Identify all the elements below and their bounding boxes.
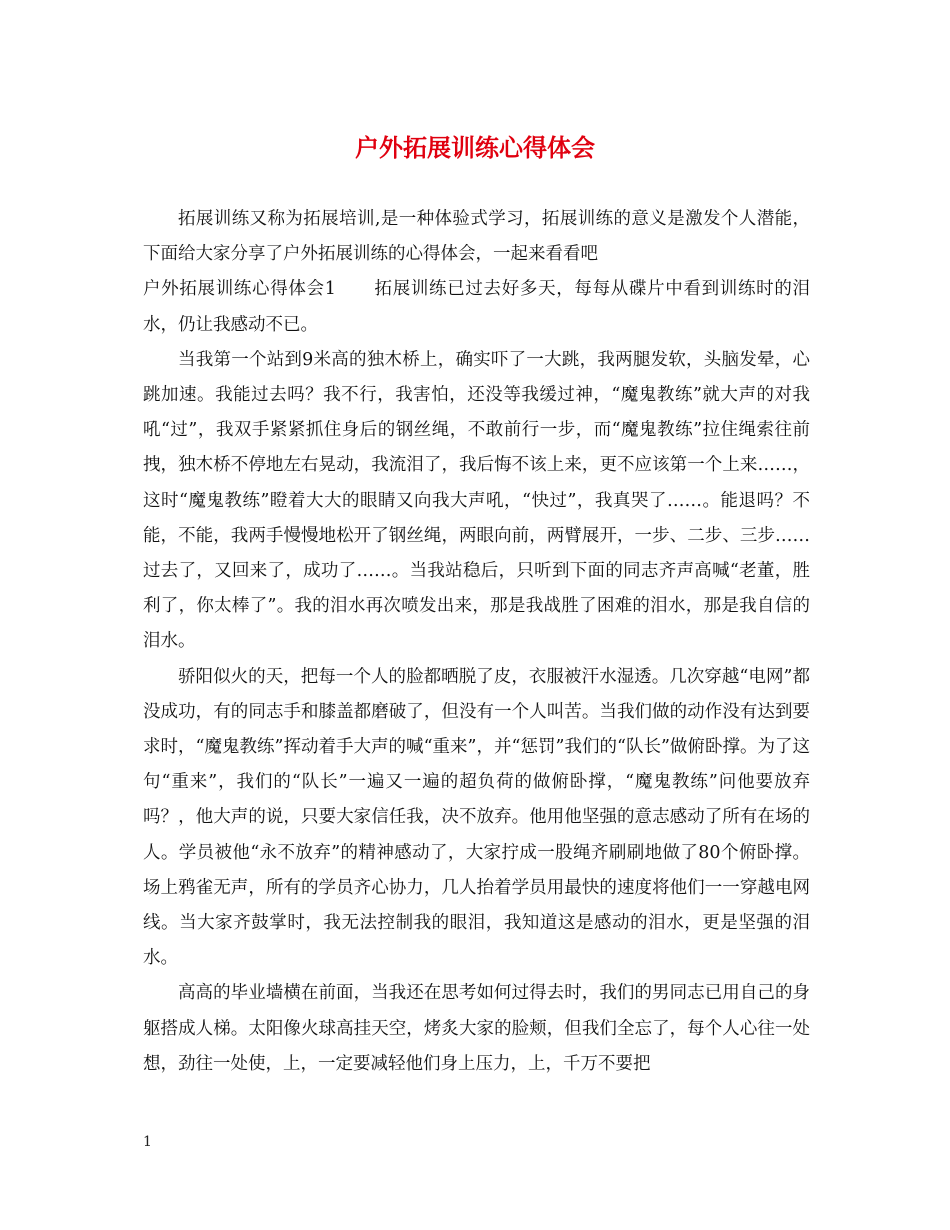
document-body <box>143 202 810 1082</box>
body-paragraph: 高高的毕业墙横在前面，当我还在思考如何过得去时，我们的男同志已用自己的身躯搭成人梯。太阳像火球高挂天空，烤炙大家的脸颊，但我们全忘了，每个人心往一处想，劲往一处使，上，一定要减轻他们身上压力，上，千万不要把 <box>143 983 810 1074</box>
section-lead: 拓展训练已过去好多天，每每从碟片中看到训练时的泪水，仍让我感动不已。 <box>143 279 810 335</box>
body-paragraph: 当我第一个站到9米高的独木桥上，确实吓了一大跳，我两腿发软，头脑发晕，心跳加速。我能过去吗？我不行，我害怕，还没等我缓过神，“魔鬼教练”就大声的对我吼“过”，我双手紧紧抓住身后的钢丝绳，不敢前行一步，而“魔鬼教练”拉住绳索往前拽，独木桥不停地左右晃动，我流泪了，我后悔不该上来，更不应该第一个上来……，这时“魔鬼教练”瞪着大大的眼睛又向我大声吼，“快过”，我真哭了……。能退吗？不能，不能，我两手慢慢地松开了钢丝绳，两眼向前，两臂展开，一步、二步、三步……过去了，又回来了，成功了……。当我站稳后，只听到下面的同志齐声高喊“老董，胜利了，你太棒了”。我的泪水再次喷发出来，那是我战胜了困难的泪水，那是我自信的泪水。 <box>143 349 810 652</box>
section-heading-line <box>143 272 810 342</box>
document-title: 户外拓展训练心得体会 <box>355 133 595 162</box>
page-number: 1 <box>143 1134 152 1150</box>
intro-paragraph: 拓展训练又称为拓展培训,是一种体验式学习，拓展训练的意义是激发个人潜能，下面给大家分享了户外拓展训练的心得体会，一起来看看吧 <box>143 209 810 265</box>
section-heading: 户外拓展训练心得体会1 <box>143 279 336 300</box>
body-paragraph: 骄阳似火的天，把每一个人的脸都晒脱了皮，衣服被汗水湿透。几次穿越“电网”都没成功，有的同志手和膝盖都磨破了，但没有一个人叫苦。当我们做的动作没有达到要求时，“魔鬼教练”挥动着手大声的喊“重来”，并“惩罚”我们的“队长”做俯卧撑。为了这句“重来”，我们的“队长”一遍又一遍的超负荷的做俯卧撑，“魔鬼教练”问他要放弃吗？，他大声的说，只要大家信任我，决不放弃。他用他坚强的意志感动了所有在场的人。学员被他“永不放弃”的精神感动了，大家拧成一股绳齐刷刷地做了80个俯卧撑。场上鸦雀无声，所有的学员齐心协力，几人抬着学员用最快的速度将他们一一穿越电网线。当大家齐鼓掌时，我无法控制我的眼泪，我知道这是感动的泪水，更是坚强的泪水。 <box>143 666 810 969</box>
